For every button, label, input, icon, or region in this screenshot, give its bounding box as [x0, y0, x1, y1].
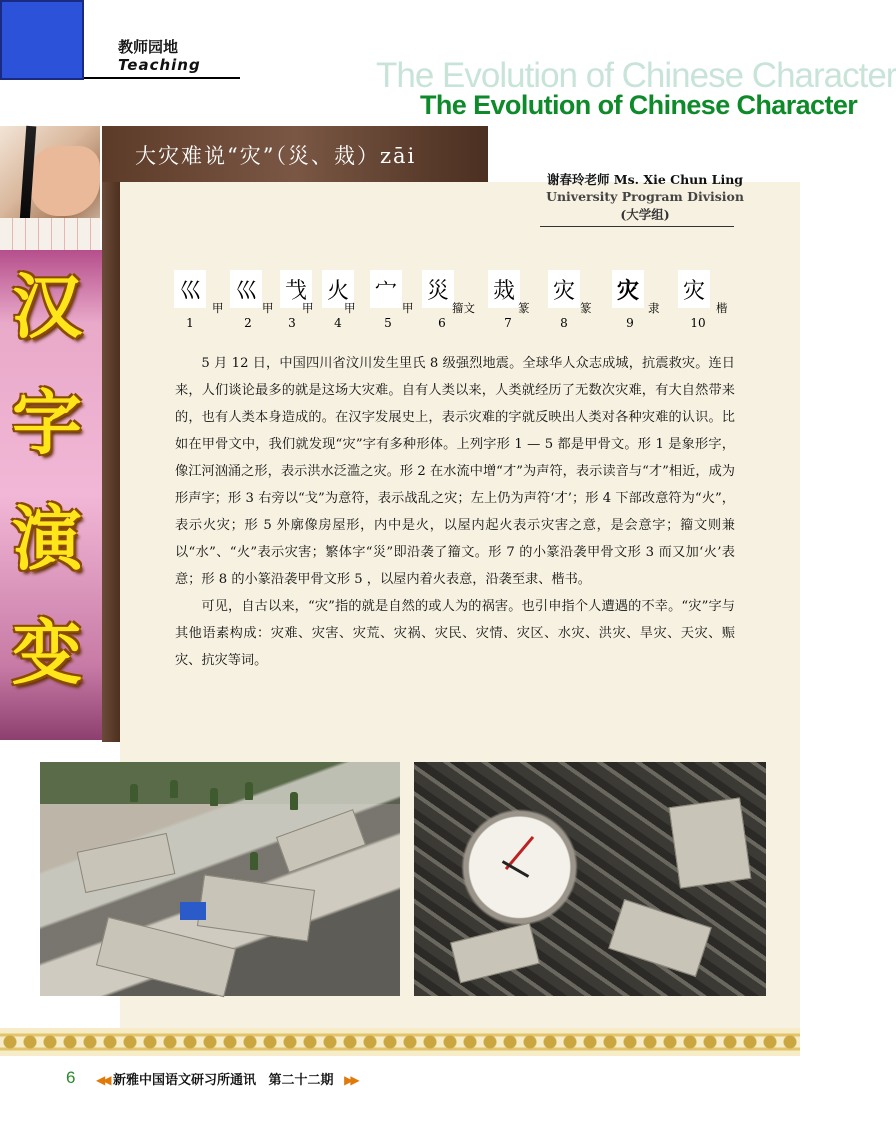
script-label: 篆	[580, 301, 592, 315]
author-block	[540, 170, 750, 223]
rescuer-figure	[290, 792, 298, 810]
section-label-zh: 教师园地	[118, 38, 179, 56]
publication-name: 新雅中国语文研习所通讯	[113, 1073, 257, 1088]
glyph-image	[678, 270, 710, 308]
glyph-number: 3	[288, 316, 296, 330]
page-number: 6	[66, 1068, 76, 1087]
glyph-char: 巛	[234, 279, 257, 304]
glyph-char: 灾	[616, 278, 639, 304]
author-name: 谢春玲老师 Ms. Xie Chun Ling	[546, 172, 744, 187]
glyph-number: 2	[244, 316, 252, 330]
glyph-image	[174, 270, 206, 308]
article-title: 大灾难说“灾”（災、烖）zāi	[135, 144, 417, 168]
script-label: 甲	[212, 301, 224, 315]
rubble-slab	[276, 809, 366, 873]
rubble-slab	[96, 917, 236, 997]
vertical-title-panel	[0, 250, 102, 740]
hand-shape	[30, 146, 100, 216]
glyph-image	[488, 270, 520, 308]
rubble-slab	[450, 923, 540, 984]
glyph-number: 9	[626, 316, 634, 330]
decorative-border	[0, 1028, 800, 1056]
glyph-char: 灾	[552, 279, 575, 304]
right-arrows-icon: ▶▶	[344, 1073, 357, 1087]
writing-grid	[0, 218, 100, 250]
corner-color-block	[0, 0, 84, 80]
script-label: 甲	[262, 301, 274, 315]
issue-number: 第二十二期	[268, 1073, 334, 1088]
glyph-image	[548, 270, 580, 308]
script-label: 篆	[518, 301, 530, 315]
script-label: 籀文	[452, 301, 475, 315]
script-label: 楷	[716, 301, 728, 315]
glyph-char: 宀	[374, 279, 397, 304]
glyph-char: 火	[326, 279, 349, 304]
glyph-char: 烖	[492, 279, 515, 304]
glyph-number: 10	[690, 316, 706, 330]
script-label: 甲	[302, 301, 314, 315]
broken-clock-photo	[414, 762, 766, 996]
glyph-char: 𢦏	[284, 279, 307, 304]
banner-shadow-text: The Evolution of Chinese Character	[376, 56, 896, 95]
rescuer-figure	[245, 782, 253, 800]
glyph-number: 7	[504, 316, 512, 330]
header-rule	[84, 77, 240, 79]
glyph-image	[370, 270, 402, 308]
glyph-char: 巛	[178, 279, 201, 304]
author-division: University Program Division	[546, 189, 744, 204]
glyph-char: 灾	[682, 279, 705, 304]
glyph-number: 6	[438, 316, 446, 330]
blue-cart	[180, 902, 206, 920]
glyph-char: 災	[426, 279, 449, 304]
glyph-number: 4	[334, 316, 342, 330]
script-label: 甲	[344, 301, 356, 315]
glyph-number: 1	[186, 316, 194, 330]
article-body	[175, 350, 735, 674]
rubble-slab	[669, 797, 752, 888]
rubble-slab	[77, 833, 176, 893]
rescuer-figure	[170, 780, 178, 798]
glyph-image	[422, 270, 454, 308]
vertical-title-char: 汉	[12, 266, 82, 348]
author-rule	[540, 226, 734, 227]
body-paragraph: 5 月 12 日，中国四川省汶川发生里氏 8 级强烈地震。全球华人众志成城，抗震救灾。连日来，人们谈论最多的就是这场大灾难。自有人类以来，人类就经历了无数次灾难，有大自然带来的，也有人类本身造成的。在汉字发展史上，表示灾难的字就反映出人类对各种灾难的认识。比如在甲骨文中，我们就发现“灾”字有多种形体。上列字形 1 — 5 都是甲骨文。形 1 是象形字，像江河汹涌之形，表示洪水泛滥之灾。形 2 在水流中增“才”为声符，表示读音与“才”相近，成为形声字；形 3 右旁以“戈”为意符，表示战乱之灾；左上仍为声符‘才’；形 4 下部改意符为“火”，表示火灾；形 5 外廓像房屋形，内中是火，以屋内起火表示灾害之意，是会意字；籀文则兼以“水”、“火”表示灾害；繁体字“災”即沿袭了籀文。形 7 的小篆沿袭甲骨文形 3 而又加‘火’表意；形 8 的小篆沿袭甲骨文形 5 ，以屋内着火表意，沿袭至隶、楷书。	[175, 356, 735, 587]
earthquake-rubble-photo	[40, 762, 400, 996]
glyph-image	[612, 270, 644, 308]
rescuer-figure	[250, 852, 258, 870]
brush-writing-image	[0, 126, 100, 250]
divider-strip	[102, 126, 120, 742]
vertical-title-char: 演	[12, 498, 82, 580]
vertical-title-char: 变	[12, 612, 82, 694]
rescuer-figure	[210, 788, 218, 806]
footer-line	[96, 1069, 357, 1088]
author-group: (大学组)	[620, 207, 670, 222]
glyph-image	[230, 270, 262, 308]
section-label-en: Teaching	[118, 56, 201, 74]
glyph-number: 8	[560, 316, 568, 330]
rubble-slab	[197, 874, 315, 941]
rescuer-figure	[130, 784, 138, 802]
left-arrows-icon: ◀◀	[96, 1073, 109, 1087]
rubble-slab	[608, 899, 712, 977]
vertical-title-char: 字	[12, 382, 82, 464]
body-paragraph: 可见，自古以来，“灾”指的就是自然的或人为的祸害。也引申指个人遭遇的不幸。“灾”字与其他语素构成：灾难、灾害、灾荒、灾祸、灾民、灾情、灾区、水灾、洪灾、旱灾、天灾、赈灾、抗灾等词。	[175, 599, 735, 668]
script-label: 隶	[648, 301, 660, 315]
banner-title: The Evolution of Chinese Character	[420, 90, 858, 120]
script-label: 甲	[402, 301, 414, 315]
glyph-number: 5	[384, 316, 392, 330]
